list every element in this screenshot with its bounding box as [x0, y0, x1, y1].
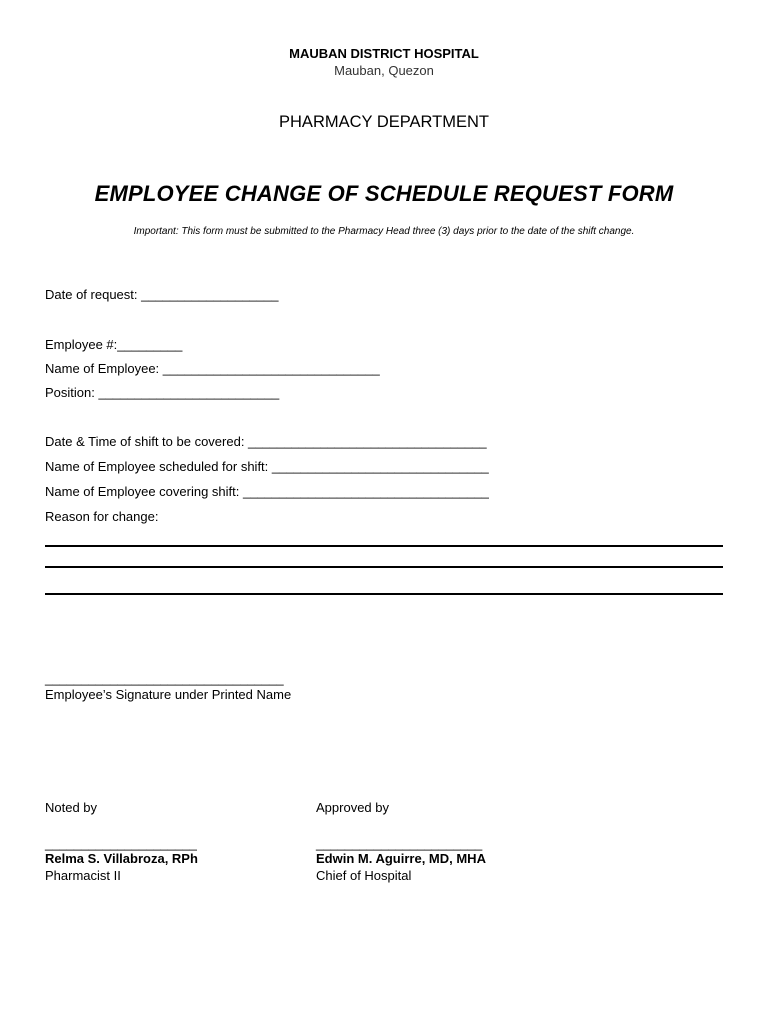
noted-by-label: Noted by — [45, 800, 98, 815]
noted-by-name: Relma S. Villabroza, RPh — [45, 851, 198, 866]
approved-by-line: _______________________ — [316, 836, 483, 851]
date-of-request-field[interactable]: Date of request: ___________________ — [45, 287, 279, 302]
approved-by-name: Edwin M. Aguirre, MD, MHA — [316, 851, 486, 866]
signature-label: Employee’s Signature under Printed Name — [45, 687, 292, 702]
reason-line-2[interactable] — [45, 566, 723, 568]
employee-name-field[interactable]: Name of Employee: ______________________________ — [45, 361, 380, 376]
reason-label: Reason for change: — [45, 509, 159, 524]
approved-by-label: Approved by — [316, 800, 389, 815]
noted-by-title: Pharmacist II — [45, 868, 121, 883]
signature-line[interactable]: _________________________________ — [45, 671, 284, 686]
scheduled-employee-field[interactable]: Name of Employee scheduled for shift: ______________________________ — [45, 459, 489, 474]
department-name: PHARMACY DEPARTMENT — [279, 113, 489, 131]
position-field[interactable]: Position: _________________________ — [45, 385, 280, 400]
noted-by-line: _____________________ — [45, 836, 197, 851]
reason-line-3[interactable] — [45, 593, 723, 595]
important-note: Important: This form must be submitted to the Pharmacy Head three (3) days prior to the date of the shift change. — [133, 226, 635, 237]
covering-employee-field[interactable]: Name of Employee covering shift: __________________________________ — [45, 484, 489, 499]
employee-number-field[interactable]: Employee #:_________ — [45, 337, 183, 352]
hospital-name: MAUBAN DISTRICT HOSPITAL — [289, 46, 479, 61]
approved-by-title: Chief of Hospital — [316, 868, 412, 883]
shift-datetime-field[interactable]: Date & Time of shift to be covered: _________________________________ — [45, 434, 487, 449]
hospital-location: Mauban, Quezon — [334, 63, 434, 78]
form-title: EMPLOYEE CHANGE OF SCHEDULE REQUEST FORM — [94, 181, 674, 206]
reason-line-1[interactable] — [45, 545, 723, 547]
